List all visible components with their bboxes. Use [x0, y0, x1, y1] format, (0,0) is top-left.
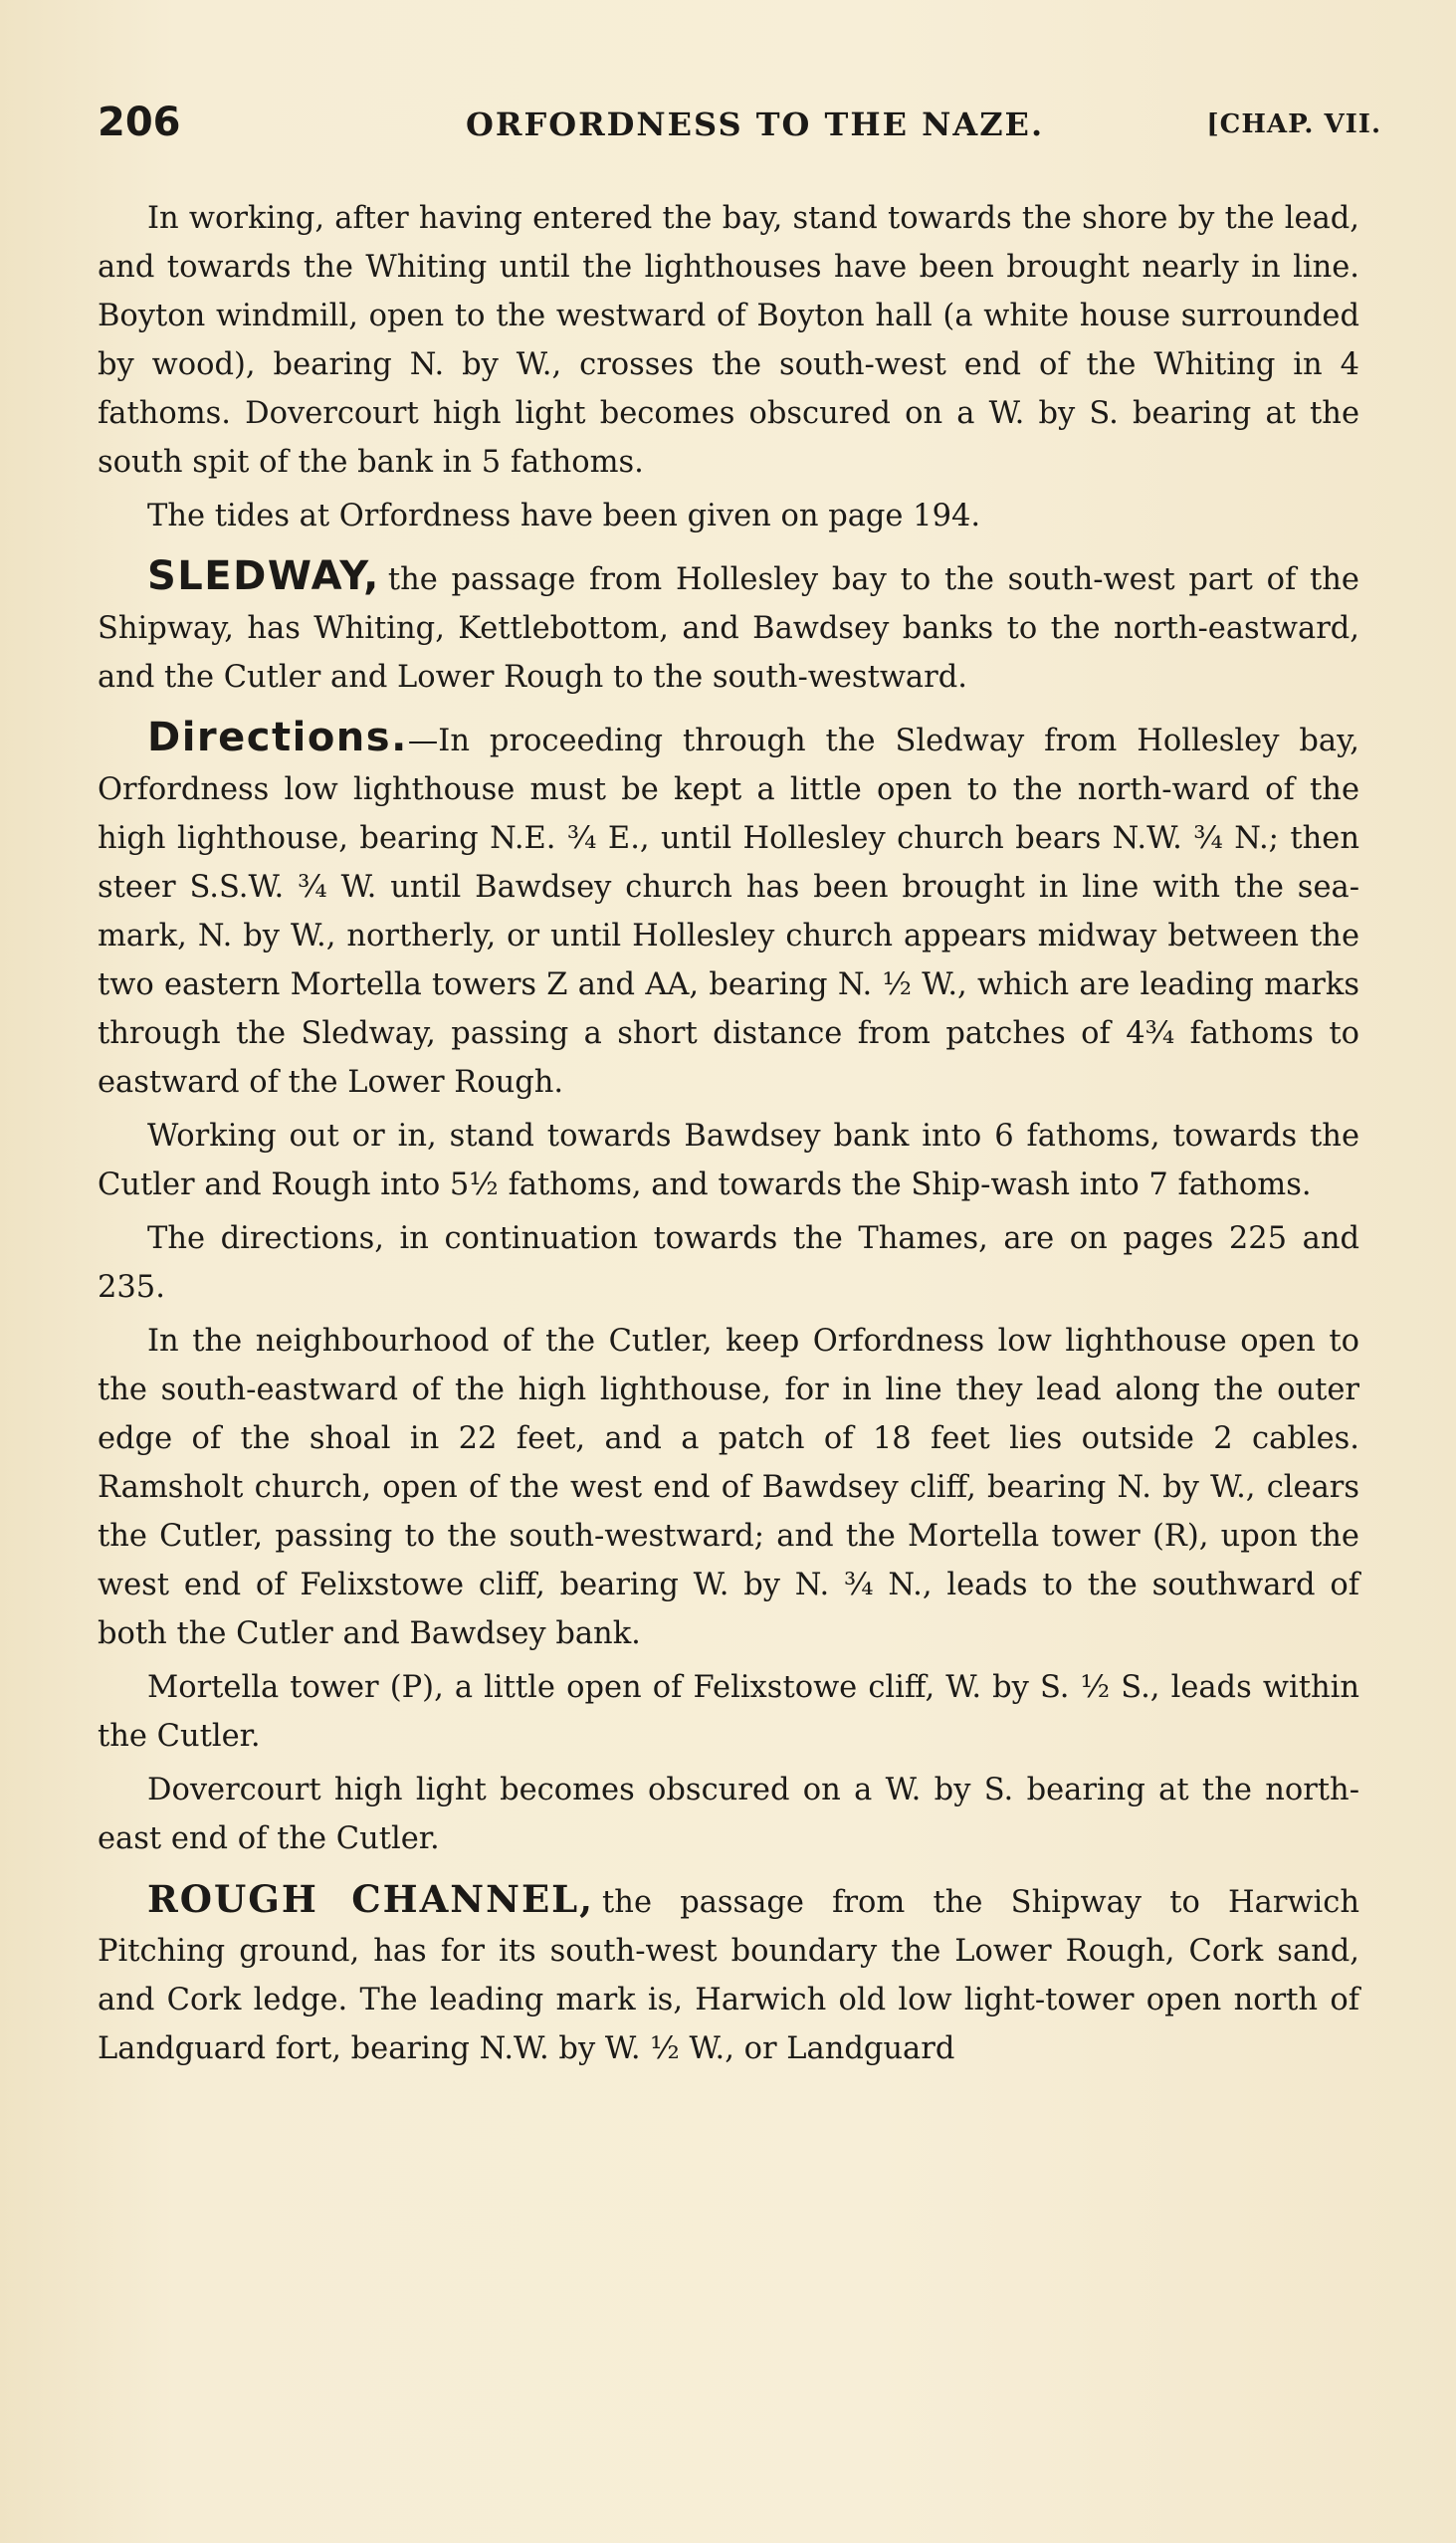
section-heading-directions: Directions.: [147, 715, 408, 760]
paragraph-text: the passage from Hollesley bay to the south-west part of the Shipway, has Whiting, Kettlebottom, and Bawdsey banks to the north-eastward, and the Cutler and Lower Rough to the south-westward.: [98, 562, 1359, 695]
paragraph-continuation: [98, 1214, 1359, 1312]
section-sledway: [98, 552, 1359, 702]
paragraph-text: In working, after having entered the bay, stand towards the shore by the lead, and towards the Whiting until the lighthouses have been brought nearly in line. Boyton windmill, open to the westward of Boyton hall (a white house surrounded by wood), bearing N. by W., crosses the south-west end of the Whiting in 4 fathoms. Dovercourt high light becomes obscured on a W. by S. bearing at the south spit of the bank in 5 fathoms.: [98, 201, 1359, 480]
section-heading-rough-channel: ROUGH CHANNEL,: [147, 1877, 595, 1921]
section-heading-sledway: SLEDWAY,: [147, 553, 380, 599]
running-head: [98, 100, 1381, 159]
running-title: ORFORDNESS TO THE NAZE.: [466, 106, 1045, 143]
paragraph-working-in-bay: [98, 194, 1359, 487]
paragraph-text: The directions, in continuation towards the Thames, are on pages 225 and 235.: [98, 1221, 1359, 1305]
body-text: [98, 194, 1359, 2078]
paragraph-text: Working out or in, stand towards Bawdsey bank into 6 fathoms, towards the Cutler and Rough into 5½ fathoms, and towards the Ship-wash into 7 fathoms.: [98, 1119, 1359, 1202]
paragraph-dovercourt: [98, 1766, 1359, 1863]
page-number: 206: [98, 100, 181, 145]
paragraph-text: In the neighbourhood of the Cutler, keep Orfordness low lighthouse open to the south-eastward of the high lighthouse, for in line they lead along the outer edge of the shoal in 22 feet, and a patch of 18 feet lies outside 2 cables. Ramsholt church, open of the west end of Bawdsey cliff, bearing N. by W., clears the Cutler, passing to the south-westward; and the Mortella tower (R), upon the west end of Felixstowe cliff, bearing W. by N. ¾ N., leads to the southward of both the Cutler and Bawdsey bank.: [98, 1324, 1359, 1651]
paragraph-working-out: [98, 1112, 1359, 1209]
paragraph-text: The tides at Orfordness have been given on page 194.: [147, 499, 981, 533]
paragraph-tides: [98, 492, 1359, 540]
paragraph-text: Mortella tower (P), a little open of Felixstowe cliff, W. by S. ½ S., leads within the Cutler.: [98, 1670, 1359, 1754]
paragraph-text: —In proceeding through the Sledway from Hollesley bay, Orfordness low lighthouse must be kept a little open to the north-ward of the high lighthouse, bearing N.E. ¾ E., until Hollesley church bears N.W. ¾ N.; then steer S.S.W. ¾ W. until Bawdsey church has been brought in line with the sea-mark, N. by W., northerly, or until Hollesley church appears midway between the two eastern Mortella towers Z and AA, bearing N. ½ W., which are leading marks through the Sledway, passing a short distance from patches of 4¾ fathoms to eastward of the Lower Rough.: [98, 724, 1359, 1100]
paragraph-mortella-tower: [98, 1663, 1359, 1761]
section-directions: [98, 714, 1359, 1107]
section-rough-channel: [98, 1875, 1359, 2073]
paragraph-text: the passage from the Shipway to Harwich Pitching ground, has for its south-west boundary the Lower Rough, Cork sand, and Cork ledge. The leading mark is, Harwich old low light-tower open north of Landguard fort, bearing N.W. by W. ½ W., or Landguard: [98, 1885, 1359, 2066]
paragraph-cutler-neighbourhood: [98, 1317, 1359, 1658]
chapter-reference: [CHAP. VII.: [1206, 109, 1381, 139]
paragraph-text: Dovercourt high light becomes obscured on a W. by S. bearing at the north-east end of the Cutler.: [98, 1773, 1359, 1856]
